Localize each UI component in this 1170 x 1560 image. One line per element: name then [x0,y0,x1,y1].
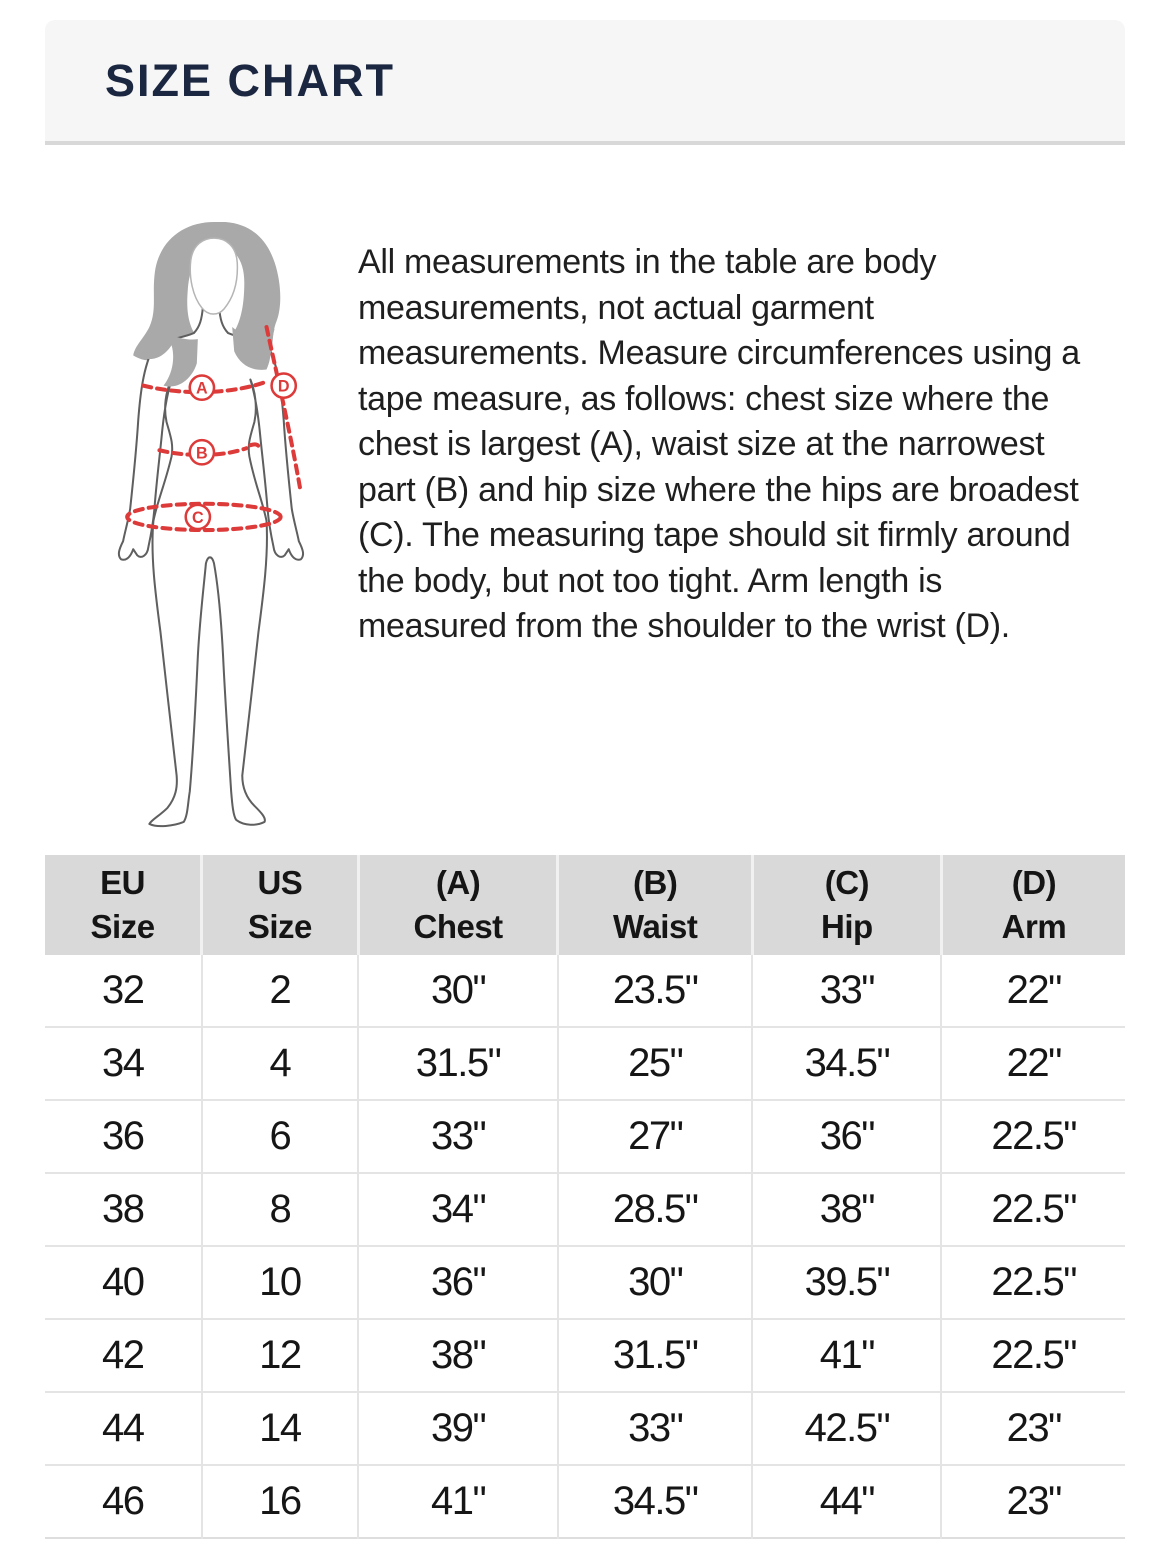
table-row [45,1027,1125,1100]
table-cell: 39.5" [752,1246,941,1319]
table-cell: 42 [45,1319,202,1392]
table-cell: 23" [941,1465,1125,1538]
table-cell: 38" [752,1173,941,1246]
label-b: B [196,444,208,463]
table-cell: 38" [358,1319,558,1392]
waist-line-b-hook [250,444,259,450]
table-cell: 30" [558,1246,752,1319]
column-header: (D) Arm [941,855,1125,955]
table-cell: 33" [752,955,941,1027]
label-a: A [196,379,208,398]
table-row [45,1246,1125,1319]
column-header: (A) Chest [358,855,558,955]
table-cell: 25" [558,1027,752,1100]
size-table-header [45,855,1125,955]
table-cell: 34.5" [752,1027,941,1100]
table-cell: 10 [202,1246,359,1319]
table-cell: 41" [358,1465,558,1538]
table-cell: 22.5" [941,1100,1125,1173]
column-header: (B) Waist [558,855,752,955]
table-cell: 27" [558,1100,752,1173]
label-d: D [277,377,290,396]
column-header: EU Size [45,855,202,955]
label-c: C [192,508,204,527]
table-cell: 28.5" [558,1173,752,1246]
face-shape [190,238,237,314]
table-cell: 44" [752,1465,941,1538]
table-cell: 42.5" [752,1392,941,1465]
table-cell: 36 [45,1100,202,1173]
table-cell: 36" [358,1246,558,1319]
table-cell: 34 [45,1027,202,1100]
header-row [45,855,1125,955]
table-cell: 38 [45,1173,202,1246]
table-cell: 4 [202,1027,359,1100]
table-row [45,1100,1125,1173]
table-cell: 14 [202,1392,359,1465]
table-cell: 33" [358,1100,558,1173]
column-header: US Size [202,855,359,955]
table-row [45,1392,1125,1465]
size-table [45,855,1125,1539]
column-header: (C) Hip [752,855,941,955]
table-cell: 41" [752,1319,941,1392]
table-cell: 40 [45,1246,202,1319]
table-row [45,1465,1125,1538]
table-cell: 23.5" [558,955,752,1027]
table-cell: 8 [202,1173,359,1246]
table-cell: 32 [102,968,144,1012]
table-cell: 22.5" [941,1173,1125,1246]
table-cell: 44 [45,1392,202,1465]
table-cell: 39" [358,1392,558,1465]
table-cell: 6 [202,1100,359,1173]
table-cell: 12 [202,1319,359,1392]
table-row [45,955,1125,1027]
table-cell: 16 [202,1465,359,1538]
table-row [45,1319,1125,1392]
size-table-body [45,955,1125,1538]
table-cell: 30" [358,955,558,1027]
table-cell: 22" [941,1027,1125,1100]
table-cell: 36" [752,1100,941,1173]
measurement-instructions: All measurements in the table are body measurements, not actual garment measurements. Measure circumferences using a tape measure, as follows: chest size where the chest is largest (A), waist size at the narrowest part (B) and hip size where the hips are broadest (C). The measuring tape should sit firmly around the body, but not too tight. Arm length is measured from the shoulder to the wrist (D). [358,243,1080,645]
table-cell: 46 [45,1465,202,1538]
table-row [45,1173,1125,1246]
table-cell: 23" [941,1392,1125,1465]
female-silhouette-illustration [92,222,336,828]
table-cell: 31.5" [358,1027,558,1100]
table-cell: 34.5" [558,1465,752,1538]
table-cell: 34" [358,1173,558,1246]
table-cell: 22" [941,955,1125,1027]
table-cell: 31.5" [558,1319,752,1392]
page-title: SIZE CHART [105,54,395,106]
page-header [45,20,1125,145]
table-cell: 33" [558,1392,752,1465]
table-cell: 2 [202,955,359,1027]
table-cell: 22.5" [941,1246,1125,1319]
table-cell: 22.5" [941,1319,1125,1392]
body-measurement-figure [92,222,336,828]
